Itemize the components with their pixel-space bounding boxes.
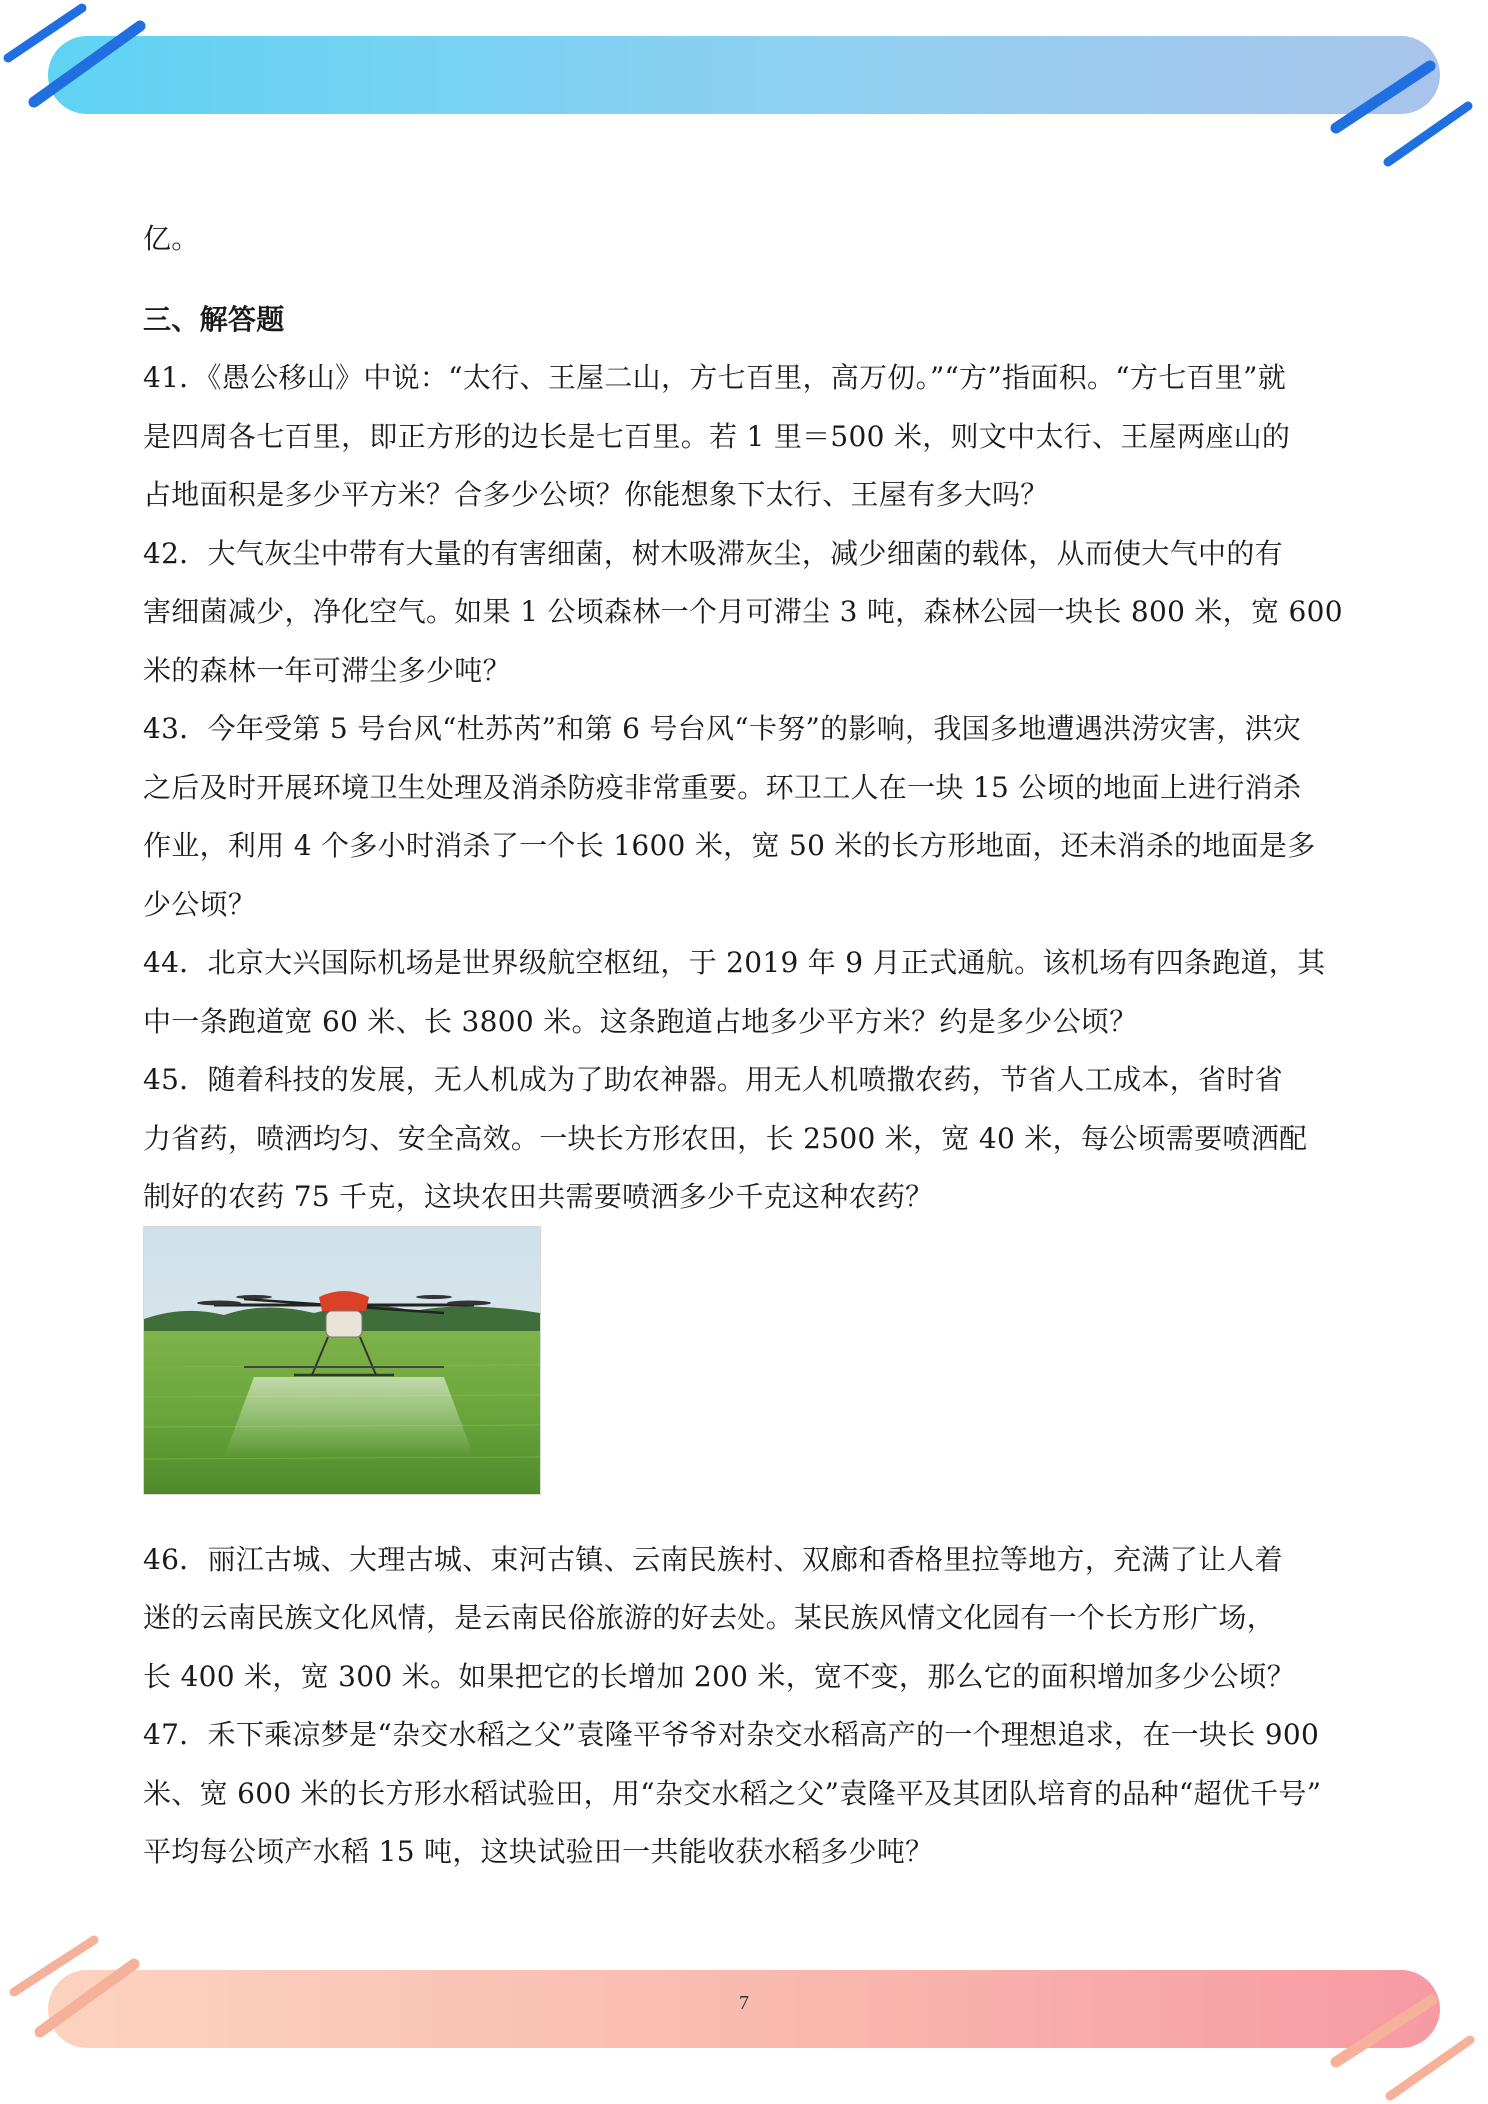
footer-stripes-left xyxy=(0,1930,170,2050)
question-46 xyxy=(143,1531,1348,1707)
question-line: 之后及时开展环境卫生处理及消杀防疫非常重要。环卫工人在一块 15 公顷的地面上进行消杀 xyxy=(143,770,1302,804)
question-line: 44．北京大兴国际机场是世界级航空枢纽，于 2019 年 9 月正式通航。该机场有四条跑道，其 xyxy=(143,946,1326,979)
question-line: 45．随着科技的发展，无人机成为了助农神器。用无人机喷撒农药，节省人工成本，省时省 xyxy=(143,1063,1283,1096)
question-line: 42．大气灰尘中带有大量的有害细菌，树木吸滞灰尘，减少细菌的载体，从而使大气中的有 xyxy=(143,536,1283,570)
question-line: 长 400 米，宽 300 米。如果把它的长增加 200 米，宽不变，那么它的面积增加多少公顷？ xyxy=(143,1659,1296,1693)
document-body xyxy=(143,210,1348,1882)
page-number: 7 xyxy=(739,1992,749,2014)
question-line: 少公顷？ xyxy=(143,887,257,921)
question-line: 41．《愚公移山》中说：“太行、王屋二山，方七百里，高万仞。”“方”指面积。“方七百里”就 xyxy=(143,361,1287,394)
question-line: 47．禾下乘凉梦是“杂交水稻之父”袁隆平爷爷对杂交水稻高产的一个理想追求，在一块长 900 xyxy=(143,1718,1320,1751)
question-44 xyxy=(143,934,1348,1051)
question-line: 平均每公顷产水稻 15 吨，这块试验田一共能收获水稻多少吨？ xyxy=(143,1835,934,1868)
section-title: 三、解答题 xyxy=(143,302,285,336)
question-45 xyxy=(143,1051,1348,1227)
header-stripes-left xyxy=(0,0,170,120)
question-47 xyxy=(143,1706,1348,1882)
question-line: 米、宽 600 米的长方形水稻试验田，用“杂交水稻之父”袁隆平及其团队培育的品种“超优千号” xyxy=(143,1776,1322,1810)
question-line: 迷的云南民族文化风情，是云南民俗旅游的好去处。某民族风情文化园有一个长方形广场， xyxy=(143,1601,1276,1634)
question-line: 46．丽江古城、大理古城、束河古镇、云南民族村、双廊和香格里拉等地方，充满了让人着 xyxy=(143,1542,1283,1576)
question-42 xyxy=(143,525,1348,701)
drone-spraying-photo xyxy=(143,1226,541,1495)
question-line: 占地面积是多少平方米？合多少公顷？你能想象下太行、王屋有多大吗？ xyxy=(143,478,1049,511)
question-41 xyxy=(143,349,1348,525)
question-line: 力省药，喷洒均匀、安全高效。一块长方形农田，长 2500 米，宽 40 米，每公顷需要喷洒配 xyxy=(143,1121,1308,1155)
question-line: 是四周各七百里，即正方形的边长是七百里。若 1 里＝500 米，则文中太行、王屋两座山的 xyxy=(143,419,1291,453)
question-line: 害细菌减少，净化空气。如果 1 公顷森林一个月可滞尘 3 吨，森林公园一块长 800 米，宽 600 xyxy=(143,595,1343,628)
question-line: 中一条跑道宽 60 米、长 3800 米。这条跑道占地多少平方米？约是多少公顷？ xyxy=(143,1004,1138,1038)
question-43 xyxy=(143,700,1348,934)
question-line: 制好的农药 75 千克，这块农田共需要喷洒多少千克这种农药？ xyxy=(143,1180,934,1213)
question-line: 43．今年受第 5 号台风“杜苏芮”和第 6 号台风“卡努”的影响，我国多地遭遇洪涝灾害，洪灾 xyxy=(143,712,1302,745)
header-stripes-right xyxy=(1320,48,1488,178)
question-line: 作业，利用 4 个多小时消杀了一个长 1600 米，宽 50 米的长方形地面，还未消杀的地面是多 xyxy=(143,829,1316,862)
header-band xyxy=(48,36,1440,114)
question-line: 米的森林一年可滞尘多少吨？ xyxy=(143,653,511,687)
previous-page-tail: 亿。 xyxy=(143,222,200,255)
